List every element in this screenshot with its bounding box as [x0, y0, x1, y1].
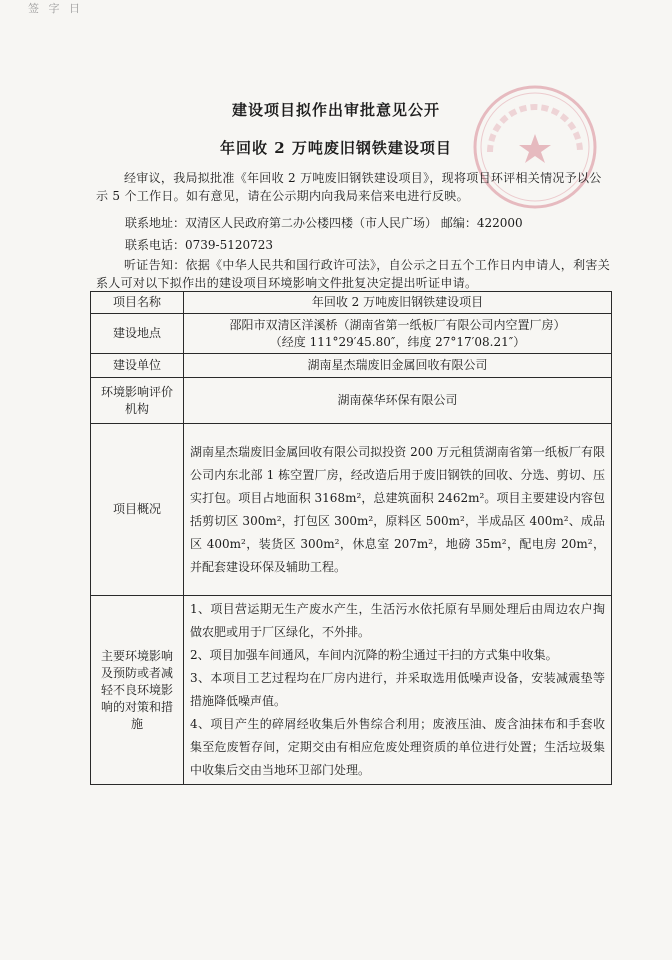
project-name-value: 年回收 2 万吨废旧钢铁建设项目	[184, 292, 612, 314]
table-row	[91, 378, 612, 424]
measures-value	[184, 596, 612, 785]
measures-label: 主要环境影响及预防或者减轻不良环境影响的对策和措施	[91, 596, 184, 785]
table-row	[91, 314, 612, 354]
page-title: 建设项目拟作出审批意见公开	[231, 101, 440, 119]
location-line1: 邵阳市双清区洋溪桥（湖南省第一纸板厂有限公司内空置厂房）	[229, 317, 566, 332]
eia-value: 湖南葆华环保有限公司	[184, 378, 612, 424]
unit-label: 建设单位	[91, 354, 184, 378]
table-row	[91, 354, 612, 378]
table-row	[91, 424, 612, 596]
overview-value: 湖南星杰瑞废旧金属回收有限公司拟投资 200 万元租赁湖南省第一纸板厂有限公司内东北部 1 栋空置厂房，经改造后用于废旧钢铁的回收、分选、剪切、压实打包。项目占地面积 3168m²，总建筑面积 2462m²。项目主要建设内容包括剪切区 300m²，打包区 300m²，原料区 500m²，半成品区 400m²、成品区 400m²，装货区 300m²，休息室 207m²，地磅 35m²，配电房 20m²，并配套建设环保及辅助工程。	[184, 424, 612, 596]
project-info-table	[90, 291, 612, 785]
measure-item: 4、项目产生的碎屑经收集后外售综合利用；废液压油、废含油抹布和手套收集至危废暂存间，定期交由有相应危废处理资质的单位进行处置；生活垃圾集中收集后交由当地环卫部门处理。	[190, 717, 605, 777]
project-name-label: 项目名称	[91, 292, 184, 314]
hearing-notice: 听证告知：依据《中华人民共和国行政许可法》，自公示之日五个工作日内申请人，利害关系人可对以下拟作出的建设项目环境影响文件批复决定提出听证申请。	[96, 258, 611, 290]
contact-phone: 联系电话：0739-5120723	[125, 238, 274, 252]
table-row	[91, 292, 612, 314]
measure-item: 3、本项目工艺过程均在厂房内进行，并采取选用低噪声设备，安装减震垫等措施降低噪声值。	[190, 671, 605, 708]
table-row	[91, 596, 612, 785]
location-label: 建设地点	[91, 314, 184, 354]
project-title: 年回收 2 万吨废旧钢铁建设项目	[220, 139, 452, 157]
location-coordinates: （经度 111°29′45.80″，纬度 27°17′08.21″）	[269, 334, 526, 349]
overview-label: 项目概况	[91, 424, 184, 596]
contact-address: 联系地址：双清区人民政府第二办公楼四楼（市人民广场） 邮编：422000	[125, 216, 523, 230]
measure-item: 2、项目加强车间通风，车间内沉降的粉尘通过干扫的方式集中收集。	[190, 648, 558, 662]
eia-label: 环境影响评价机构	[91, 378, 184, 424]
location-value	[184, 314, 612, 354]
corner-mark: 签 字 日	[28, 2, 83, 15]
intro-paragraph: 经审议，我局拟批准《年回收 2 万吨废旧钢铁建设项目》，现将项目环评相关情况予以公示 5 个工作日。如有意见，请在公示期内向我局来信来电进行反映。	[96, 171, 602, 203]
unit-value: 湖南星杰瑞废旧金属回收有限公司	[184, 354, 612, 378]
measure-item: 1、项目营运期无生产废水产生，生活污水依托原有旱厕处理后由周边农户掏做农肥或用于厂区绿化，不外排。	[190, 602, 605, 639]
